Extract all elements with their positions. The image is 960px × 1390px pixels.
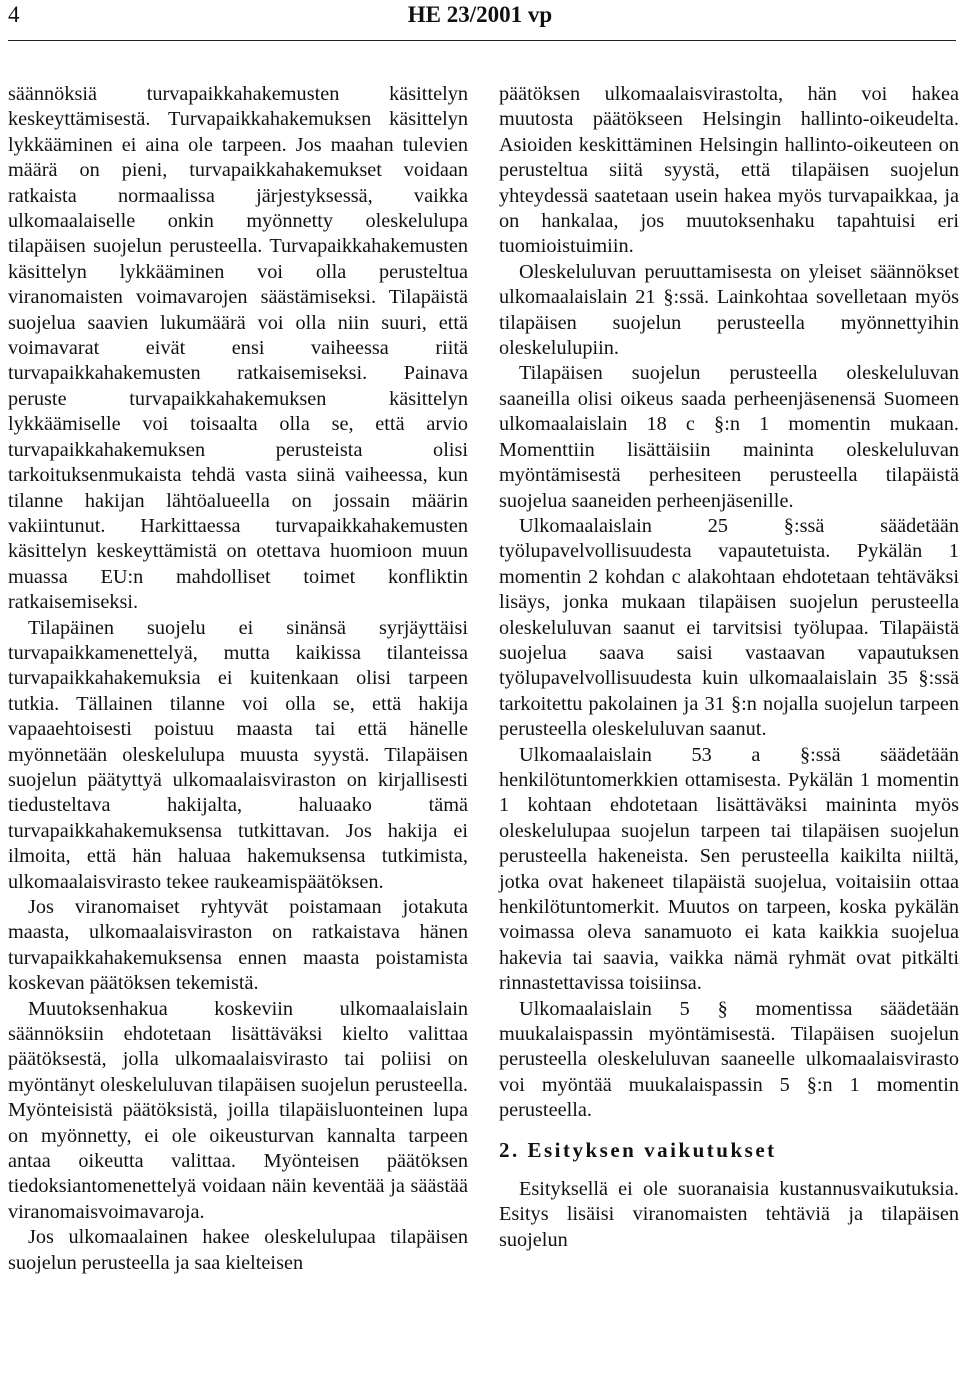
paragraph: Muutoksenhakua koskeviin ulkomaalaislain säännöksiin ehdotetaan lisättäväksi kielto valittaa päätöksestä, jolla ulkomaalaisvirasto tai poliisi on myöntänyt oleskeluluvan tilapäisen suojelun perusteella. Myönteisistä päätöksistä, joilla tilapäisluonteinen lupa on myönnetty, ei ole oikeusturvan kannalta tarpeen antaa oikeutta valittaa. Myönteisen päätöksen tiedoksiantomenettelyä voidaan näin keventää ja säästää viranomaisvoimavaroja. (8, 997, 468, 1223)
paragraph: Oleskeluluvan peruuttamisesta on yleiset säännökset ulkomaalaislain 21 §:ssä. Lainkohtaa sovelletaan myös tilapäisen suojelun perusteella myönnettyihin oleskelulupiin. (499, 260, 959, 360)
page-number: 4 (8, 2, 20, 27)
paragraph: Tilapäinen suojelu ei sinänsä syrjäyttäisi turvapaikkamenettelyä, mutta kaikissa tilanteissa turvapaikkahakemuksia ei kuitenkaan olisi tarpeen tutkia. Tällainen tilanne voi olla se, että hakija vapaaehtoisesti poistuu maasta tai että hänelle myönnetään oleskelulupa muusta syystä. Tilapäisen suojelun päätyttyä ulkomaalaisviraston on kirjallisesti tiedusteltava hakijalta, haluaako tämä turvapaikkahakemuksensa tutkittavan. Jos hakija ei ilmoita, että hän haluaa hakemuksensa tutkimista, ulkomaalaisvirasto tekee raukeamispäätöksen. (8, 616, 468, 893)
paragraph: säännöksiä turvapaikkahakemusten käsittelyn keskeyttämisestä. Turvapaikkahakemuksen käsittelyn lykkääminen ei aina ole tarpeen. Jos maahan tulevien määrä on pieni, turvapaikkahakemukset voidaan ratkaista normaalissa järjestyksessä, vaikka ulkomaalaiselle onkin myönnetty oleskelulupa tilapäisen suojelun perusteella. Turvapaikkahakemusten käsittelyn lykkääminen voi olla perusteltua viranomaisten voimavarojen säästämiseksi. Tilapäistä suojelua saavien lukumäärä voi olla niin suuri, että voimavarat eivät ensi vaiheessa riitä turvapaikkahakemusten ratkaisemiseksi. Painava peruste turvapaikkahakemuksen käsittelyn lykkäämiselle voi toisaalta olla se, että arvio turvapaikkahakemuksen perusteista olisi tarkoituksenmukaista tehdä vasta siinä vaiheessa, kun tilanne hakijan lähtöalueella on jossain määrin vakiintunut. Harkittaessa turvapaikkahakemusten käsittelyn keskeyttämistä on otettava huomioon muun muassa EU:n mahdolliset toimet konfliktin ratkaisemiseksi. (8, 83, 468, 614)
paragraph: Ulkomaalaislain 5 § momentissa säädetään muukalaispassin myöntämisestä. Tilapäisen suojelun perusteella oleskeluluvan saaneelle ulkomaalaisvirasto voi myöntää muukalaispassin 5 §:n 1 momentin perusteella. (499, 997, 959, 1122)
paragraph: Esityksellä ei ole suoranaisia kustannusvaikutuksia. Esitys lisäisi viranomaisten tehtäviä ja tilapäisen suojelun (499, 1178, 959, 1251)
section-heading: 2. Esityksen vaikutukset (499, 1137, 777, 1162)
header-rule (8, 40, 956, 41)
paragraph: Jos ulkomaalainen hakee oleskelulupaa tilapäisen suojelun perusteella ja saa kielteisen (8, 1226, 468, 1274)
document-id: HE 23/2001 vp (407, 2, 553, 27)
paragraph: Ulkomaalaislain 53 a §:ssä säädetään henkilötuntomerkkien ottamisesta. Pykälän 1 momentin 1 kohtaan ehdotetaan lisättäväksi maininta myös oleskelulupaa suojelun tarpeen tai tilapäisen suojelun perusteella hakeneista. Sen perusteella kaikilta niiltä, jotka ovat hakeneet tilapäistä suojelua, voitaisiin ottaa henkilötuntomerkit. Muutos on tarpeen, koska pykälän voimassa oleva sanamuoto ei kata kaikkia suojelua hakevia tai saavia, vaikka nämä ryhmät ovat pitkälti rinnastettavissa toisiinsa. (499, 743, 959, 995)
right-column (499, 82, 959, 1253)
paragraph: Jos viranomaiset ryhtyvät poistamaan jotakuta maasta, ulkomaalaisviraston on ratkaistava hänen turvapaikkahakemuksensa ennen maasta poistamista koskevan päätöksen tekemistä. (8, 896, 468, 995)
paragraph: päätöksen ulkomaalaisvirastolta, hän voi hakea muutosta päätökseen Helsingin hallinto-oikeudelta. Asioiden keskittäminen Helsingin hallinto-oikeuteen on perusteltua siitä syystä, että tilapäisen suojelun yhteydessä saatetaan usein hakea myös turvapaikkaa, ja on hankalaa, jos muutoksenhaku tapahtuisi eri tuomioistuimiin. (499, 83, 959, 258)
paragraph: Ulkomaalaislain 25 §:ssä säädetään työlupavelvollisuudesta vapautetuista. Pykälän 1 momentin 2 kohdan c alakohtaan ehdotetaan tehtäväksi lisäys, jonka mukaan tilapäisen suojelun perusteella oleskeluluvan saanut ei tarvitsisi työlupaa. Tilapäistä suojelua saava saisi vastaavan vapautuksen työlupavelvollisuudesta kuin ulkomaalaislain 35 §:ssä tarkoitettu pakolainen ja 31 §:n nojalla suojelun tarpeen perusteella oleskeluluvan saanut. (499, 514, 959, 741)
left-column (8, 82, 468, 1276)
paragraph: Tilapäisen suojelun perusteella oleskeluluvan saaneilla olisi oikeus saada perheenjäsenensä Suomeen ulkomaalaislain 18 c §:n 1 momentin mukaan. Momenttiin lisättäisiin maininta oleskeluluvan myöntämisestä perhesiteen perusteella tilapäistä suojelua saaneiden perheenjäsenille. (499, 362, 959, 512)
